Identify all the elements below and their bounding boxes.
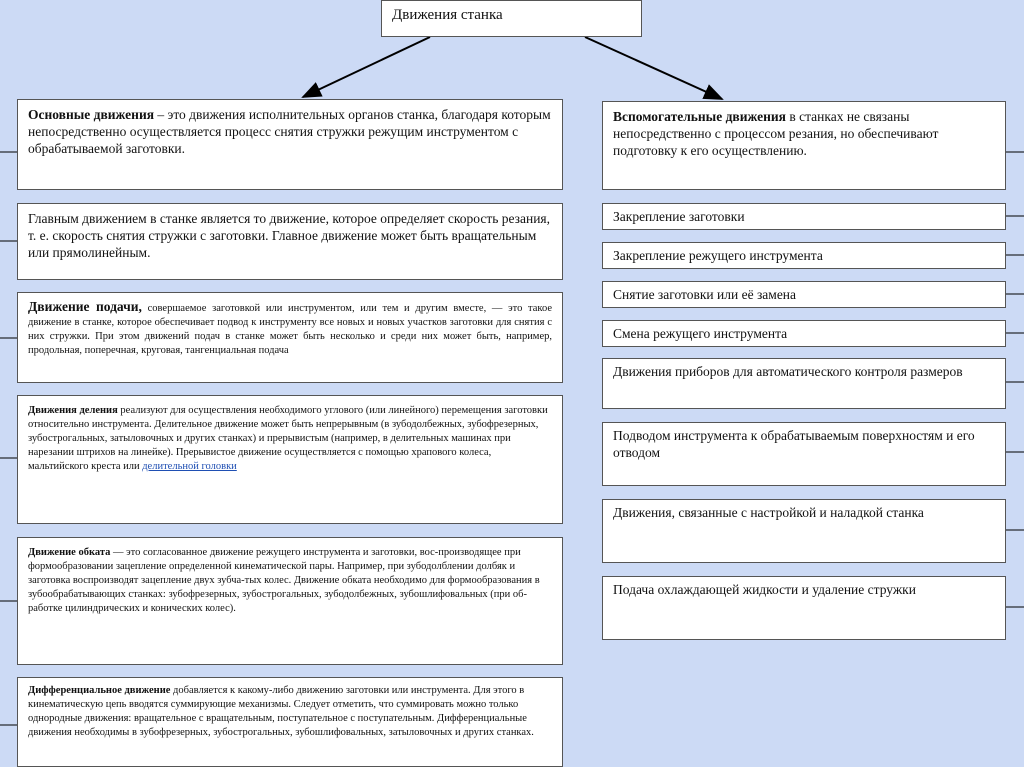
- aux-item-label: Закрепление заготовки: [613, 209, 745, 224]
- aux-item-tool-change: [602, 320, 1006, 347]
- dividing-head-link[interactable]: делительной головки: [142, 461, 237, 472]
- aux-item-label: Закрепление режущего инструмента: [613, 248, 823, 263]
- aux-item-label: Снятие заготовки или её замена: [613, 287, 797, 302]
- aux-item-label: Подача охлаждающей жидкости и удаление стружки: [613, 582, 916, 597]
- aux-item-workpiece-removal: [602, 281, 1006, 308]
- aux-item-label: Смена режущего инструмента: [613, 326, 788, 341]
- division-motion-text: реализуют для осуществления необходимого углового (или линейного) перемещения заготовки относительно инструмента. Делительное движение может быть непрерывным (в зубодолбежных, зубофрезерных, зубострогальных, затыловочных и других станках) и прерывистым (например, в делительных машинах при нарезании штрихов на линейке). Прерывистое движение осуществляется с помощью храпового колеса, мальтийского креста или: [28, 405, 548, 472]
- auxiliary-motions-term: Вспомогательные движения: [613, 109, 786, 124]
- aux-item-label: Движения, связанные с настройкой и наладкой станка: [613, 505, 924, 520]
- rolling-motion-box: [17, 537, 563, 665]
- aux-item-workpiece-clamping: [602, 203, 1006, 230]
- differential-motion-term: Дифференциальное движение: [28, 685, 171, 696]
- main-motions-text: – это движения исполнительных органов станка, благодаря которым непосредственно осуществляется процесс снятия стружки режущим инструментом с обрабатываемой заготовки.: [28, 107, 551, 156]
- feed-motion-text: совершаемое заготовкой или инструментом, или тем и другим вместе, — это такое движение в станке, которое обеспечивает подвод к инструменту все новых и новых участков заготовки для снятия с них стружки. При этом движений подач в станке может быть несколько и среди них может быть, например, продольная, поперечная, круговая, тангенциальная подача: [28, 303, 552, 356]
- aux-item-auto-gauging: [602, 358, 1006, 409]
- main-motions-term: Основные движения: [28, 107, 155, 122]
- aux-item-label: Движения приборов для автоматического контроля размеров: [613, 364, 963, 379]
- differential-motion-box: [17, 677, 563, 767]
- title-box: [381, 0, 642, 37]
- aux-item-setup: [602, 499, 1006, 563]
- division-motion-box: [17, 395, 563, 524]
- feed-motion-box: [17, 292, 563, 383]
- feed-motion-term: Движение подачи,: [28, 299, 142, 314]
- rolling-motion-term: Движение обката: [28, 547, 111, 558]
- aux-item-tool-clamping: [602, 242, 1006, 269]
- division-motion-term: Движения деления: [28, 405, 118, 416]
- differential-motion-text: добавляется к какому-либо движению заготовки или инструмента. Для этого в кинематическую цепь вводятся суммирующие механизмы. Следует отметить, что суммировать можно только однородные движения: вращательное с вращательным, поступательное с поступательным. Дифференциальные движения необходимы в зубофрезерных, зубострогальных, зубошлифовальных, затыловочных и других станках.: [28, 685, 534, 738]
- aux-item-coolant-chips: [602, 576, 1006, 640]
- main-motion-text: Главным движением в станке является то движение, которое определяет скорость резания, т. е. скорость снятия стружки с заготовки. Главное движение может быть вращательным или прямолинейным.: [28, 211, 551, 260]
- main-motions-definition-box: [17, 99, 563, 190]
- auxiliary-motions-definition-box: [602, 101, 1006, 190]
- aux-item-tool-approach: [602, 422, 1006, 486]
- aux-item-label: Подводом инструмента к обрабатываемым поверхностям и его отводом: [613, 428, 975, 460]
- arrow-to-aux: [585, 37, 722, 99]
- left-side-ticks: [0, 152, 17, 725]
- main-motion-box: [17, 203, 563, 280]
- diagram-title: Движения станка: [392, 7, 503, 23]
- arrow-to-main: [303, 37, 430, 97]
- rolling-motion-text: — это согласованное движение режущего инструмента и заготовки, вос-производящее при формообразовании зацепление определенной кинематической пары. Например, при зубодолблении долбяк и заготовка воспроизводят зацепление двух зубча-тых колес. Движение обката необходимо для формообразования в зубообрабатывающих станках: зубофрезерных, зубострогальных, зубодолбежных, зубошлифовальных (при об-работке цилиндрических и конических колес).: [28, 547, 540, 614]
- auxiliary-motions-text: в станках не связаны непосредственно с процессом резания, но обеспечивают подготовку к его осуществлению.: [613, 109, 939, 158]
- right-side-ticks: [1006, 152, 1024, 607]
